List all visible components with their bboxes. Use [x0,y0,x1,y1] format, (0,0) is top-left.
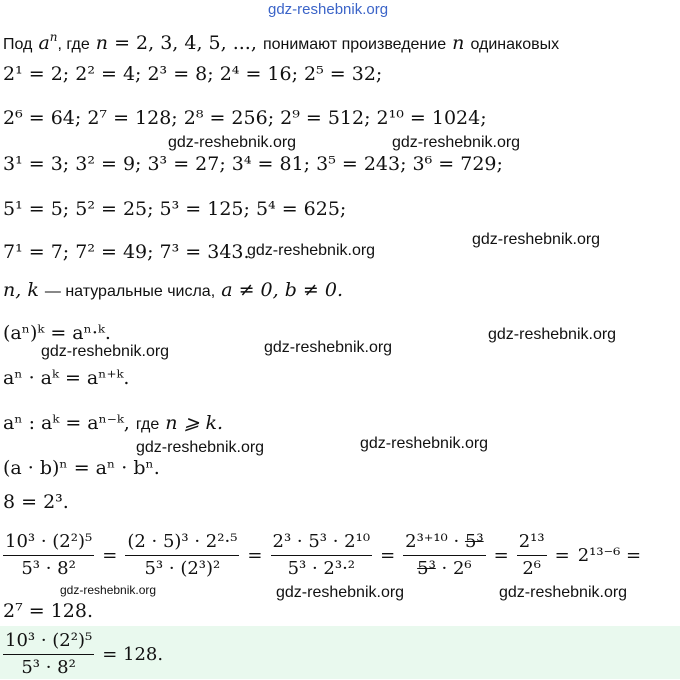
rule-2: aⁿ · aᵏ = aⁿ⁺ᵏ. [3,367,130,389]
fraction-2-den: 5³ · (2³)² [125,555,239,581]
rule-1: (aⁿ)ᵏ = aⁿ·ᵏ. [3,322,111,344]
watermark: gdz-reshebnik.org [392,134,521,151]
watermark: gdz-reshebnik.org [60,583,157,597]
fraction-4-den [403,555,485,581]
fraction-1-den: 5³ · 8² [3,555,94,581]
fraction-5-num: 2¹³ [518,531,545,552]
fraction-3-den: 5³ · 2³·² [271,555,373,581]
cancelled-factor: 5³ [464,531,484,552]
fraction-5 [517,530,547,581]
solution-line-2: 2⁷ = 128. [3,600,94,622]
solution-line [3,530,641,581]
rule-3: aⁿ : aᵏ = aⁿ⁻ᵏ, [3,412,130,434]
rule-4: (a · b)ⁿ = aⁿ · bⁿ. [3,457,160,479]
fraction-4 [403,530,485,581]
watermark: gdz-reshebnik.org [360,435,489,452]
powers-row-5-text: 7¹ = 7; 7² = 49; 7³ = 343. [3,241,250,263]
fraction-3-num: 2³ · 5³ · 2¹⁰ [272,531,371,552]
watermark: gdz-reshebnik.org [136,439,265,456]
equals-sign: = [247,544,263,566]
equals-sign: = [554,544,570,566]
fraction-3 [271,530,373,581]
watermark: gdz-reshebnik.org [488,326,617,343]
watermark: gdz-reshebnik.org [247,242,376,259]
naturals-text: — натуральные числа, [44,283,216,300]
fraction-1 [3,530,94,581]
rule-5: 8 = 2³. [3,491,69,513]
answer-fraction [3,629,94,680]
fraction-5-den: 2⁶ [517,555,547,581]
naturals-line [3,278,343,304]
answer-line [3,629,171,680]
powers-row-3: 3¹ = 3; 3² = 9; 3³ = 27; 3⁴ = 81; 3⁵ = 243; 3⁶ = 729; [3,153,503,175]
answer-fraction-den: 5³ · 8² [3,654,94,680]
powers-row-5 [3,240,250,264]
equals-sign: = [102,544,118,566]
intro-pre: Под [3,36,33,53]
answer-result: = 128. [102,643,164,665]
watermark: gdz-reshebnik.org [264,339,393,356]
fraction-2 [125,530,239,581]
answer-box [0,626,680,679]
intro-post: понимают произведение [262,36,447,53]
watermark: gdz-reshebnik.org [168,134,297,151]
fraction-4-num-text: 2³⁺¹⁰ · [405,531,460,552]
powers-row-1: 2¹ = 2; 2² = 4; 2³ = 8; 2⁴ = 16; 2⁵ = 32; [3,63,383,85]
intro-tail: одинаковых [470,36,560,53]
intro-symbol: $a^n$ [38,30,58,54]
watermark: gdz-reshebnik.org [41,343,170,360]
intro-mid: , где [57,36,90,53]
intro-line [3,31,559,57]
powers-row-4: 5¹ = 5; 5² = 25; 5³ = 125; 5⁴ = 625; [3,198,347,220]
watermark: gdz-reshebnik.org [499,584,628,601]
equals-sign: = [493,544,509,566]
watermark: gdz-reshebnik.org [472,231,601,248]
fraction-4-den-text: · 2⁶ [441,558,472,579]
intro-n2: n [452,32,465,54]
rule-3-text: где [135,416,160,433]
intro-n: n [95,32,109,54]
rule-3-cond: n ⩾ k. [165,412,224,434]
equals-sign: = [380,544,396,566]
naturals-vars: n, k [3,279,39,301]
fraction-2-num: (2 · 5)³ · 2²·⁵ [127,531,238,552]
fraction-4-num [403,530,485,555]
watermark-top: gdz-reshebnik.org [268,1,389,18]
answer-fraction-num: 10³ · (2²)⁵ [5,630,93,651]
fraction-1-num: 10³ · (2²)⁵ [5,531,93,552]
watermark: gdz-reshebnik.org [276,584,405,601]
intro-values: = 2, 3, 4, 5, ..., [114,32,257,54]
powers-row-2: 2⁶ = 64; 2⁷ = 128; 2⁸ = 256; 2⁹ = 512; 2¹⁰ = 1024; [3,107,487,129]
rule-3-line [3,411,223,437]
cancelled-factor: 5³ [417,558,436,579]
solution-tail: 2¹³⁻⁶ = [577,544,642,566]
naturals-cond: a ≠ 0, b ≠ 0. [221,279,343,301]
